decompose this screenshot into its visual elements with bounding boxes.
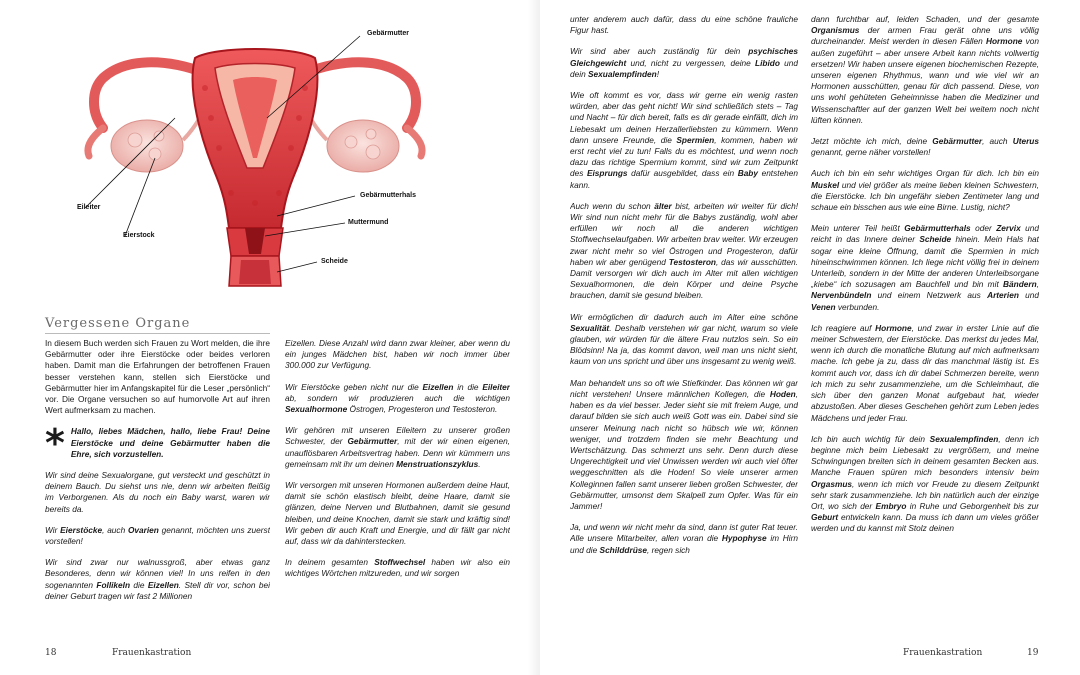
text-span: In deinem gesamten [285,557,375,568]
bold-term: Eisprungs [586,168,628,179]
paragraph: Eizellen. Diese Anzahl wird dann zwar kleiner, aber wenn du ein junges Mädchen bist, haben wir noch immer über 300.000 zur Verfügung. [285,338,510,371]
right-column-1 [570,14,798,634]
paragraph [570,522,798,556]
uterus-diagram-icon [55,18,455,298]
text-span: Wir ermöglichen dir dadurch auch im Alter eine schöne [570,311,798,322]
bold-term: Embryo [875,500,907,511]
asterisk-icon: * [45,421,65,466]
right-page [540,0,1080,675]
bold-term: Follikeln [96,579,131,590]
bold-term: Hormone [985,36,1023,47]
bold-term: Orgasmus [811,478,853,489]
bold-term: Hormone [875,322,912,333]
paragraph: Wir versorgen mit unseren Hormonen außerdem deine Haut, damit sie schön elastisch bleibt, deine Haare, damit sie glänzen, deine Nerven und Blutbahnen, damit sie gesund bleiben, und deine Knochen, damit sie stark und kräftig sind! Wir geben dir auch Kraft und Energie, und dir fällt gar nicht auf, dass wir da dahinterstecken. [285,480,510,547]
text-span: dafür ausgebildet, dass ein [627,168,738,179]
text-span: und viel größer als meine lieben kleinen Schwestern, die Eierstöcke. Ich bin ungefähr sieben Zentimeter lang und schaue ein bisschen aus wie eine Birne. Lustig, nicht? [811,179,1039,213]
text-span: Auch ich bin ein sehr wichtiges Organ für dich. Ich bin ein [811,168,1039,179]
paragraph [570,378,798,512]
text-span: Wir sind zwar nur walnussgroß, aber etwas ganz Besonderes, denn wir können viel! In uns reifen in den sogenannten [45,557,270,590]
text-span: verbunden. [835,301,880,312]
paragraph [811,14,1039,126]
text-span: in Ruhe und Geborgenheit bis zur [906,500,1039,511]
paragraph [285,425,510,470]
text-span: und dein [570,57,798,79]
text-span: haben wir also ein wichtiges Wörtchen mitzureden, und wir sorgen [285,557,510,579]
bold-term: Scheide [919,234,952,245]
text-span: hinein. Mein Hals hat sogar eine kleine Öffnung, damit die Spermien in mich hineinschwimmen können. Ich liege nicht völlig frei in deinem Unterleib, sondern in der Mitte der anderen Unterleibsorgane „kiebe“ ich sozusagen am Bauchfell und bin mit [811,234,1039,290]
bold-term: Organismus [811,25,860,36]
paragraph [45,525,270,547]
label-gebaermutterhals: Gebärmutterhals [360,192,417,199]
bold-term: Sexualempfinden [929,433,999,444]
text-span: , regen sich [647,544,690,555]
text-span: Man behandelt uns so oft wie Stiefkinder. Das können wir gar nicht verstehen! Unsere männlichen Kollegen, die [570,377,798,399]
text-span: Auch wenn du schon [570,200,655,211]
bold-term: Testosteron [668,256,716,267]
bold-term: Spermien [676,134,715,145]
paragraph [811,323,1039,424]
text-span: Ich bin auch wichtig für dein [811,433,930,444]
paragraph [811,434,1039,535]
text-span: der armen Frau gerät ohne uns völlig durcheinander. Meist werden in diesen Fällen [811,25,1039,47]
label-scheide: Scheide [321,258,348,265]
running-title-right: Frauenkastration [903,648,983,658]
text-span: Jetzt möchte ich mich, deine [811,136,933,147]
text-span: in die [453,381,483,392]
bold-term: Eierstöcke [60,524,103,535]
text-span: und, nicht zu vergessen, deine [626,57,756,68]
label-eierstock: Eierstock [123,232,155,239]
bold-term: Sexualität [570,322,610,333]
text-span: Wie oft kommt es vor, dass wir gerne ein wenig rasten würden, aber das geht nicht! Wir sind schließlich stets – Tag und Nacht – für dich bereit, falls es dir gerade einfällt, dich im Liebesakt um deinen Herzallerliebsten zu kümmern. Wenn dann unsere Freunde, die [570,90,798,145]
text-span: , und zwar in erster Linie auf die meiner Schwestern, der Eierstöcke. Das merkst du jedes Mal, wenn ich durch die monatliche Blutung auf mich aufmerksam mache. Ich gebe ja zu, dass dir das manchmal lästig ist. Es kommt auch vor, dass ich dir dabei Schmerzen bereite, wenn ich mich zu sehr zusammenziehe, um die Schleimhaut, die sich über den ganzen Monat aufgebaut hat, wieder abzustoßen. Aber dieses Geschehen gehört zum Leben jedes Mädchens und jeder Frau. [811,322,1039,423]
left-column-2 [285,338,510,638]
text-span: die [130,579,148,590]
paragraph [570,90,798,191]
text-span: . Deshalb verstehen wir gar nicht, warum so viele glauben, wir würden für die ältere Frau nutzlos sein. So ein Blödsinn! Na ja, das kommt davon, weil man uns nicht sieht, kaum von uns spricht und über uns insgesamt zu wenig weiß. [570,322,798,367]
bold-term: Muskel [811,179,840,190]
paragraph [811,136,1039,158]
page-number-left: 18 [45,648,57,658]
text-span: von außen zugeführt – aber unsere Arbeit kann nichts vollwertig ersetzen! Wir haben unsere eigenen biochemischen Rezepte, unseren eigenen Rhythmus, wann und wie viel wir an Hormonen ausschütten, genau für dich passend. Diese, von uns wohl gehüteten Geheimnisse haben die Mediziner und Wissenschaftler auf der ganzen Welt bei weitem noch nicht lüften können. [811,36,1039,125]
text-span: und einem Netzwerk aus [871,290,988,301]
text-span: Mein unterer Teil heißt [811,223,905,234]
paragraph: Wir sind deine Sexualorgane, gut versteckt und geschützt in deinem Bauch. Du siehst uns nie, denn wir arbeiten fleißig im Verborgenen. Als du noch ein Baby warst, waren wir bereits da. [45,470,270,514]
label-eileiter: Eileiter [77,204,101,211]
text-span: , wenn ich mich vor Freude zu diesem Zeitpunkt sehr stark zusammenziehe. Ich bin natürlich auch der einzige Ort, wo sich der [811,478,1039,511]
paragraph [570,312,798,368]
page-number-right: 19 [1027,648,1039,658]
paragraph [570,46,798,80]
text-span: Wir [45,524,61,535]
paragraph [811,168,1039,213]
bold-term: Gebärmutterhals [904,223,971,234]
bold-term: Ovarien [127,524,159,535]
text-span: , auch [102,524,128,535]
text-span: dann furchtbar auf, leiden Schaden, und der gesamte [811,14,1039,24]
paragraph [45,557,270,602]
text-span: Wir gehören mit unseren Eileitern zu unserer großen Schwester, der [285,425,510,447]
bold-term: Eileiter [482,381,510,392]
running-title-left: Frauenkastration [112,648,192,658]
title-divider [45,333,270,334]
text-span: bist, arbeiten wir weiter für dich! Wir sind nun nicht mehr für die Babys zuständig, wohl aber erfüllen wir noch all die anderen wichtigen Stoffwechselaufgaben. Wir arbeiten brav weiter. Wir erzeugen zwar nicht mehr so viel Östrogen und Progesteron, dafür haben wir aber genügend [570,200,798,267]
text-span: Östrogen, Progesteron und Testosteron. [347,404,498,415]
bold-term: Bändern [1003,279,1037,290]
text-span: entwickeln kann. Da muss ich dann um vieles größer werden und du kannst mit Stolz deinen [811,512,1039,534]
text-span: genannt, möchten uns zuerst vorstellen! [45,524,270,547]
text-span: Ja, und wenn wir nicht mehr da sind, dann ist guter Rat teuer. Alle unsere Mitarbeiter, allen voran die [570,522,798,544]
paragraph [285,557,510,579]
text-span: und reicht in das Innere deiner [811,223,1039,245]
text-span: ! [656,68,660,79]
bold-term: Gebärmutter [932,136,983,147]
bold-term: Stoffwechsel [374,557,426,568]
text-span: und [1018,290,1039,301]
bold-term: Eizellen [147,579,179,590]
text-span: . [478,458,481,469]
bold-term: Hoden [769,388,796,399]
text-span: . Stell dir vor, schon bei deiner Geburt tragen wir fast 2 Millionen [45,579,270,601]
paragraph [570,201,798,302]
bold-term: Baby [737,168,758,179]
text-span: , kommen, haben wir erst recht viel zu tun! Falls du es möchtest, und wenn noch dazu das richtige Spermium kommt, sind wir zum Zeitpunkt des [570,134,798,179]
text-span: , haben es da viel besser. Jeder sieht sie mit freiem Auge, und darauf bilden sie sich auch weiß Gott was ein. Dabei sind sie unserer Meinung nach nicht so hübsch wie wir, können weniger, und trotzdem finden sie mehr Beachtung und Wertschätzung. Das schmerzt uns sehr. Denn durch diese Ungerechtigkeit und viel Unwissen werden wir auch viel öfter weggeschnitten als die Hoden! So viele unserer armen Kolleginnen fallen samt unserer lieben großen Schwester, der Gebärmutter, umsonst dem Skalpell zum Opfer. Was für ein Jammer! [570,388,798,511]
bold-term: Menstruationszyklus [396,458,479,469]
bold-term: Schilddrüse [599,544,648,555]
bold-term: Zervix [996,223,1021,234]
section-title: Vergessene Organe [45,316,191,331]
text-span: im Hirn und die [570,533,798,555]
label-muttermund: Muttermund [348,219,389,226]
bold-term: Uterus [1012,136,1039,147]
bold-term: Eizellen [422,381,454,392]
bold-term: Gebärmutter [347,436,398,447]
text-span: Wir sind aber auch zuständig für dein [570,46,749,57]
paragraph [811,223,1039,313]
paragraph: unter anderem auch dafür, dass du eine schöne frauliche Figur hast. [570,14,798,36]
text-span: genannt, gerne näher vorstellen! [811,147,931,158]
greeting-text: Hallo, liebes Mädchen, hallo, liebe Frau! Deine Eierstöcke und deine Gebärmutter haben die Ehre, sich vorzustellen. [70,426,270,459]
intro-paragraph: In diesem Buch werden sich Frauen zu Wort melden, die ihre Gebärmutter oder ihre Eierstöcke oder beides verloren haben. Damit man die Erfahrungen der betroffenen Frauen besser verstehen kann, stellen sich Eierstöcke und Gebärmutter hier im Anfangskapitel für die Leser „persönlich“ vor. Die Organe versuchen so auf humorvolle Art auf ihren Wert aufmerksam zu machen. [45,338,270,416]
text-span: , [1036,279,1039,290]
text-span: Ich reagiere auf [811,322,876,333]
text-span: entstehen kann. [570,168,798,190]
bold-term: älter [654,200,672,211]
text-span: , mit der wir einen eigenen, unauflösbaren Arbeitsvertrag haben. Denn wir kümmern uns gemeinsam mit ihr um deinen [285,436,510,469]
greeting-paragraph [45,421,270,466]
right-column-2 [811,14,1039,634]
text-span: oder [970,223,997,234]
bold-term: Sexualempfinden [588,68,657,79]
text-span: , auch [982,136,1013,147]
text-span: ab, sondern wir produzieren auch die wichtigen [285,392,510,403]
text-span: , das wir ausschütten. Damit versorgen wir dich auch im Alter mit allen wichtigen Sexualhormonen, die dein Körper und deine Psyche brauchen, damit sie gesund bleiben. [570,256,798,301]
text-span: , denn ich beginne mich beim Liebesakt zu vergrößern, und meine Schwingungen breiten sich in deinem gesamten Becken aus. Manche Frauen spüren mich besonders intensiv beim [811,433,1039,478]
uterus-illustration [55,18,455,298]
bold-term: Nervenbündeln [811,290,872,301]
bold-term: Venen [811,301,836,312]
bold-term: Geburt [811,512,839,523]
label-gebaermutter: Gebärmutter [367,30,410,37]
bold-term: Hypophyse [721,533,767,544]
left-column-1 [45,338,270,638]
text-span: Wir Eierstöcke geben nicht nur die [285,381,423,392]
paragraph [285,382,510,416]
bold-term: psychisches Gleichgewicht [570,46,798,68]
bold-term: Arterien [987,290,1019,301]
bold-term: Sexualhormone [285,404,348,415]
bold-term: Libido [755,57,780,68]
